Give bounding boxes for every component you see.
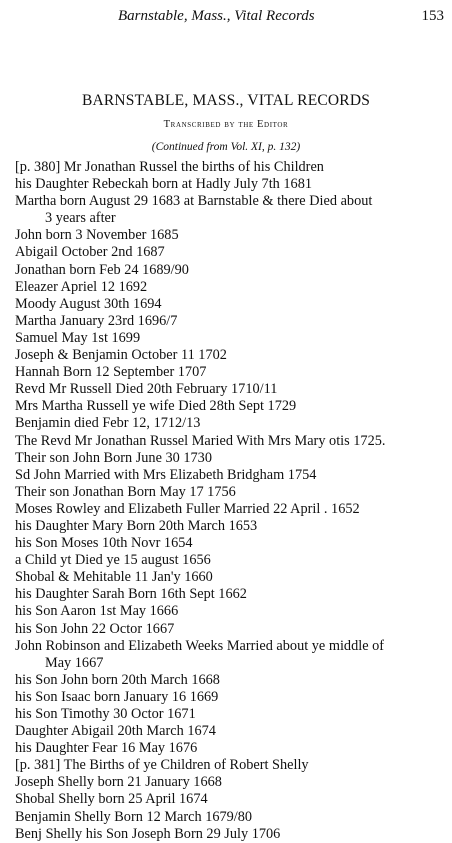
record-line: 3 years after [45,210,116,227]
record-line: his Son Aaron 1st May 1666 [15,603,179,620]
record-line: Their son Jonathan Born May 17 1756 [15,483,236,500]
record-line: Benjamin died Febr 12, 1712/13 [15,415,201,432]
record-line: John Robinson and Elizabeth Weeks Married about ye middle of [15,637,385,654]
article-title: BARNSTABLE, MASS., VITAL RECORDS [81,92,371,109]
record-line: Moody August 30th 1694 [15,295,162,312]
record-line: Revd Mr Russell Died 20th February 1710/11 [15,381,278,398]
record-line: Abigail October 2nd 1687 [15,244,165,261]
records-list [15,159,443,843]
record-line: his Daughter Fear 16 May 1676 [15,740,198,757]
record-line: a Child yt Died ye 15 august 1656 [15,552,211,569]
record-line: Eleazer Apriel 12 1692 [15,278,148,295]
record-line: his Son John 22 Octor 1667 [15,620,175,637]
running-head [0,8,452,28]
record-line: Martha born August 29 1683 at Barnstable & there Died about [15,193,373,210]
record-line: Samuel May 1st 1699 [15,329,141,346]
record-line: The Revd Mr Jonathan Russel Maried With Mrs Mary otis 1725. [15,432,386,449]
running-title: Barnstable, Mass., Vital Records [118,8,315,24]
record-line: Joseph Shelly born 21 January 1668 [15,774,222,791]
record-line: Benj Shelly his Son Joseph Born 29 July 1706 [15,825,281,842]
record-line: Martha January 23rd 1696/7 [15,312,178,329]
continued-note: (Continued from Vol. XI, p. 132) [151,141,301,153]
record-line: Mrs Martha Russell ye wife Died 28th Sept 1729 [15,398,297,415]
record-line: May 1667 [45,654,104,671]
record-line: his Daughter Mary Born 20th March 1653 [15,517,258,534]
record-line: Joseph & Benjamin October 11 1702 [15,347,227,364]
record-line: his Son Moses 10th Novr 1654 [15,535,193,552]
record-line: Moses Rowley and Elizabeth Fuller Married 22 April . 1652 [15,500,360,517]
article-subtitle: Transcribed by the Editor [163,119,289,130]
record-line: Their son John Born June 30 1730 [15,449,212,466]
record-line: [p. 381] The Births of ye Children of Robert Shelly [15,757,309,774]
page-number: 153 [421,8,444,24]
record-line: his Daughter Sarah Born 16th Sept 1662 [15,586,247,603]
record-line: Benjamin Shelly Born 12 March 1679/80 [15,808,253,825]
record-line: Shobal Shelly born 25 April 1674 [15,791,208,808]
record-line: Shobal & Mehitable 11 Jan'y 1660 [15,569,213,586]
record-line: Sd John Married with Mrs Elizabeth Bridgham 1754 [15,466,317,483]
record-line: his Son Timothy 30 Octor 1671 [15,706,196,722]
record-line: [p. 380] Mr Jonathan Russel the births of his Children [15,159,324,175]
record-line: his Son John born 20th March 1668 [15,671,220,688]
record-line: his Daughter Rebeckah born at Hadly July 7th 1681 [15,176,312,193]
record-line: Jonathan born Feb 24 1689/90 [15,261,189,278]
record-line: John born 3 November 1685 [15,227,179,244]
record-line: Daughter Abigail 20th March 1674 [15,723,216,740]
record-line: his Son Isaac born January 16 1669 [15,688,219,705]
record-line: Hannah Born 12 September 1707 [15,364,207,381]
